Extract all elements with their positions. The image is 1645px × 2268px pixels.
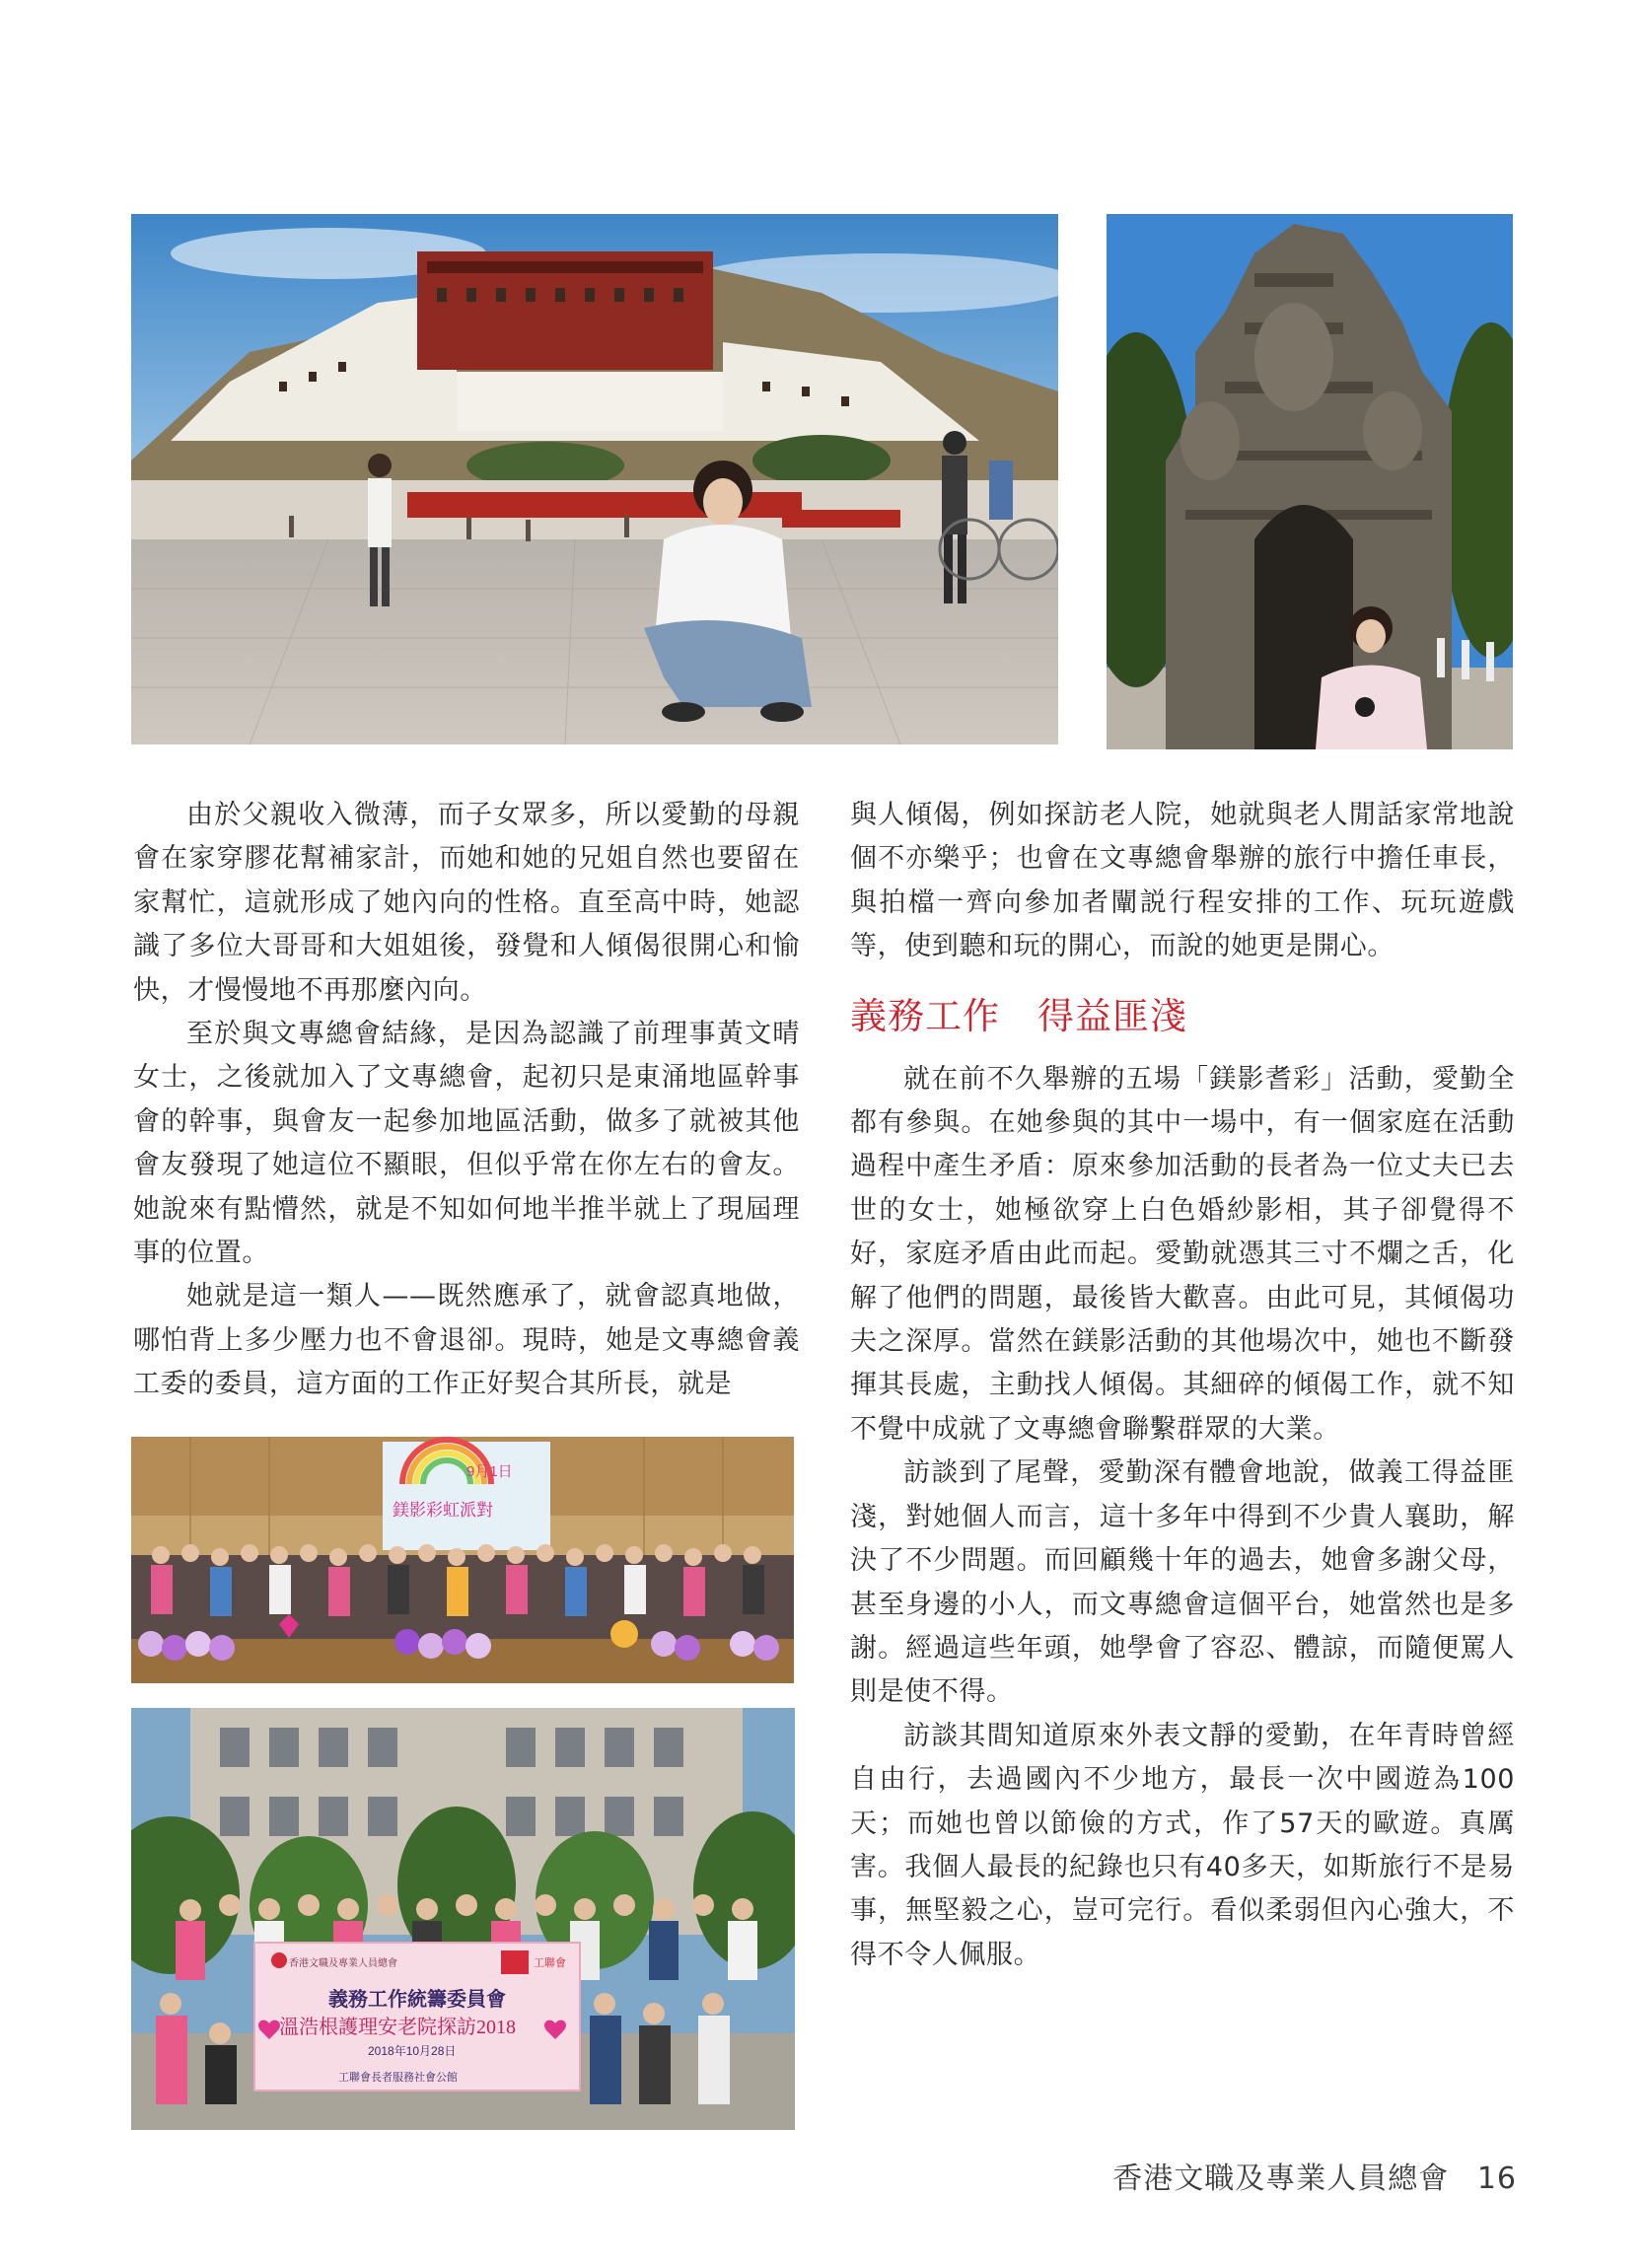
paragraph: 就在前不久舉辦的五場「鎂影耆彩」活動，愛勤全都有參與。在她參與的其中一場中，有一個家庭在活動過程中產生矛盾：原來參加活動的長者為一位丈夫已去世的女士，她極欲穿上白色婚紗影相，其子卻覺得不好，家庭矛盾由此而起。愛勤就憑其三寸不爛之舌，化解了他們的問題，最後皆大歡喜。由此可見，其傾偈功夫之深厚。當然在鎂影活動的其他場次中，她也不斷發揮其長處，主動找人傾偈。其細碎的傾偈工作，就不知不覺中成就了文專總會聯繫群眾的大業。 (850, 1063, 1515, 1445)
photo-group-banner (131, 1708, 795, 2130)
group-banner-date: 2018年10月28日 (368, 2044, 457, 2058)
footer-org-name: 香港文職及專業人員總會 (1112, 2162, 1450, 2196)
photo-angkor-gate (1107, 214, 1513, 749)
text-column-right (850, 794, 1515, 1977)
org-logo-icon (271, 1952, 287, 1968)
paragraph: 訪談到了尾聲，愛勤深有體會地說，做義工得益匪淺，對她個人而言，這十多年中得到不少貴人襄助，解決了不少問題。而回顧幾十年的過去，她會多謝父母，甚至身邊的小人，而文專總會這個平台，她當然也是多謝。經過這些年頭，她學會了容忍、體諒，而隨便罵人則是使不得。 (850, 1457, 1515, 1708)
paragraph-continuation: 與人傾偈，例如探訪老人院，她就與老人閒話家常地說個不亦樂乎；也會在文專總會舉辦的旅行中擔任車長，與拍檔一齊向參加者闡説行程安排的工作、玩玩遊戲等，使到聽和玩的開心，而說的她更是開心。 (850, 800, 1515, 962)
group-banner-committee: 義務工作統籌委員會 (328, 1989, 506, 2011)
paragraph: 訪談其間知道原來外表文靜的愛勤，在年青時曾經自由行，去過國內不少地方，最長一次中國遊為100天；而她也曾以節儉的方式，作了57天的歐遊。真厲害。我個人最長的紀錄也只有40多天，如斯旅行不是易事，無堅毅之心，豈可完行。看似柔弱但內心強大，不得不令人佩服。 (850, 1720, 1515, 1970)
paragraph: 由於父親收入微薄，而子女眾多，所以愛勤的母親會在家穿膠花幫補家計，而她和她的兄姐自然也要留在家幫忙，這就形成了她內向的性格。直至高中時，她認識了多位大哥哥和大姐姐後，發覺和人傾偈很開心和愉快，才慢慢地不再那麼內向。 (133, 800, 800, 1006)
paragraph: 至於與文專總會結緣，是因為認識了前理事黃文晴女士，之後就加入了文專總會，起初只是東涌地區幹事會的幹事，與會友一起參加地區活動，做多了就被其他會友發現了她這位不顯眼，但似乎常在你左右的會友。她說來有點懵然，就是不知如何地半推半就上了現屆理事的位置。 (133, 1019, 800, 1269)
group-banner-logo-text: 工聯會 (534, 1957, 566, 1969)
page-footer (1112, 2154, 1517, 2197)
group-banner-visit: 溫浩根護理安老院探訪2018 (279, 2017, 516, 2038)
photo-potala-palace (131, 214, 1058, 744)
section-heading: 義務工作 得益匪淺 (850, 994, 1187, 1037)
paragraph: 她就是這一類人——既然應承了，就會認真地做，哪怕背上多少壓力也不會退卻。現時，她是文專總會義工委的委員，這方面的工作正好契合其所長，就是 (133, 1281, 800, 1400)
page-number: 16 (1476, 2162, 1517, 2196)
group-banner-org: 香港文職及專業人員總會 (289, 1958, 397, 1969)
text-column-left (133, 794, 800, 1407)
group-banner-footer: 工聯會長者服務社會公館 (338, 2072, 458, 2084)
union-logo-icon (501, 1950, 529, 1974)
photo-event-group (131, 1437, 794, 1683)
event-banner-title: 鎂影彩虹派對 (393, 1501, 493, 1520)
event-banner-date: 9月1日 (466, 1463, 513, 1480)
